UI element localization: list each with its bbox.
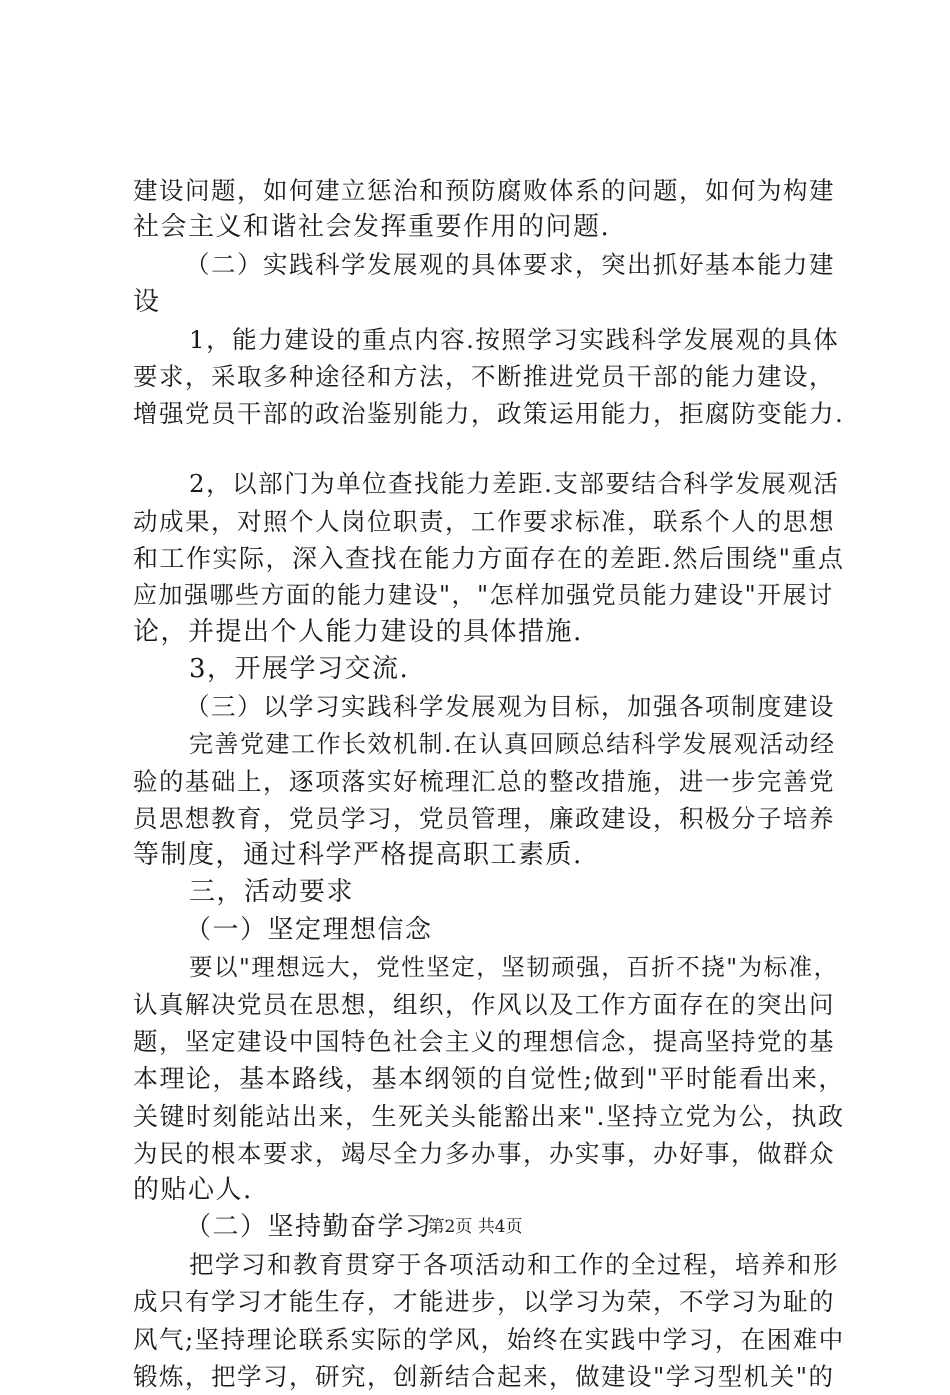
text-line: 本理论，基本路线，基本纲领的自觉性;做到"平时能看出来， — [133, 1064, 845, 1094]
section-heading: 三，活动要求 — [189, 877, 355, 908]
text-line: 2，以部门为单位查找能力差距.支部要结合科学发展观活 — [189, 469, 840, 499]
text-line: 社会主义和谐社会发挥重要作用的问题. — [133, 212, 611, 243]
text-line: 题，坚定建设中国特色社会主义的理想信念，提高坚持党的基 — [133, 1027, 835, 1057]
text-line: 的贴心人. — [133, 1174, 253, 1205]
text-line: 3，开展学习交流. — [189, 654, 410, 685]
text-line: 增强党员干部的政治鉴别能力，政策运用能力，拒腐防变能力. — [133, 399, 845, 429]
section-heading: （二）实践科学发展观的具体要求，突出抓好基本能力建 — [185, 250, 835, 280]
paragraph-gap — [133, 432, 843, 465]
text-line: 和工作实际，深入查找在能力方面存在的差距.然后围绕"重点 — [133, 543, 845, 573]
page-number: 第2页 共4页 — [427, 1217, 523, 1237]
text-line: 关键时刻能站出来，生死关头能豁出来".坚持立党为公，执政 — [133, 1101, 845, 1131]
text-line: 应加强哪些方面的能力建设"，"怎样加强党员能力建设"开展讨 — [133, 580, 834, 609]
text-line: 员思想教育，党员学习，党员管理，廉政建设，积极分子培养 — [133, 804, 835, 833]
text-line: 要以"理想远大，党性坚定，坚韧顽强，百折不挠"为标准， — [189, 952, 839, 981]
text-line: 验的基础上，逐项落实好梳理汇总的整改措施，进一步完善党 — [133, 766, 835, 796]
text-line: 设 — [133, 286, 161, 317]
text-line: 要求，采取多种途径和方法，不断推进党员干部的能力建设， — [133, 361, 835, 391]
text-line: 建设问题，如何建立惩治和预防腐败体系的问题，如何为构建 — [133, 176, 835, 205]
text-line: 1，能力建设的重点内容.按照学习实践科学发展观的具体 — [189, 324, 840, 354]
text-line: 把学习和教育贯穿于各项活动和工作的全过程，培养和形 — [189, 1250, 839, 1280]
text-line: 论，并提出个人能力建设的具体措施. — [133, 617, 583, 648]
text-line: 锻炼，把学习，研究，创新结合起来，做建设"学习型机关"的 — [133, 1361, 835, 1391]
section-heading: （一）坚定理想信念 — [185, 914, 433, 945]
section-heading: （二）坚持勤奋学习 — [185, 1212, 433, 1243]
text-line: 成只有学习才能生存，才能进步，以学习为荣，不学习为耻的 — [133, 1287, 835, 1317]
text-line: 动成果，对照个人岗位职责，工作要求标准，联系个人的思想 — [133, 506, 835, 536]
text-line: 认真解决党员在思想，组织，作风以及工作方面存在的突出问 — [133, 989, 835, 1019]
text-line: 为民的根本要求，竭尽全力多办事，办实事，办好事，做群众 — [133, 1138, 835, 1168]
section-heading: （三）以学习实践科学发展观为目标，加强各项制度建设 — [185, 692, 835, 722]
text-line: 等制度，通过科学严格提高职工素质. — [133, 840, 583, 871]
text-line: 风气;坚持理论联系实际的学风，始终在实践中学习，在困难中 — [133, 1324, 845, 1354]
text-line: 完善党建工作长效机制.在认真回顾总结科学发展观活动经 — [189, 729, 836, 758]
